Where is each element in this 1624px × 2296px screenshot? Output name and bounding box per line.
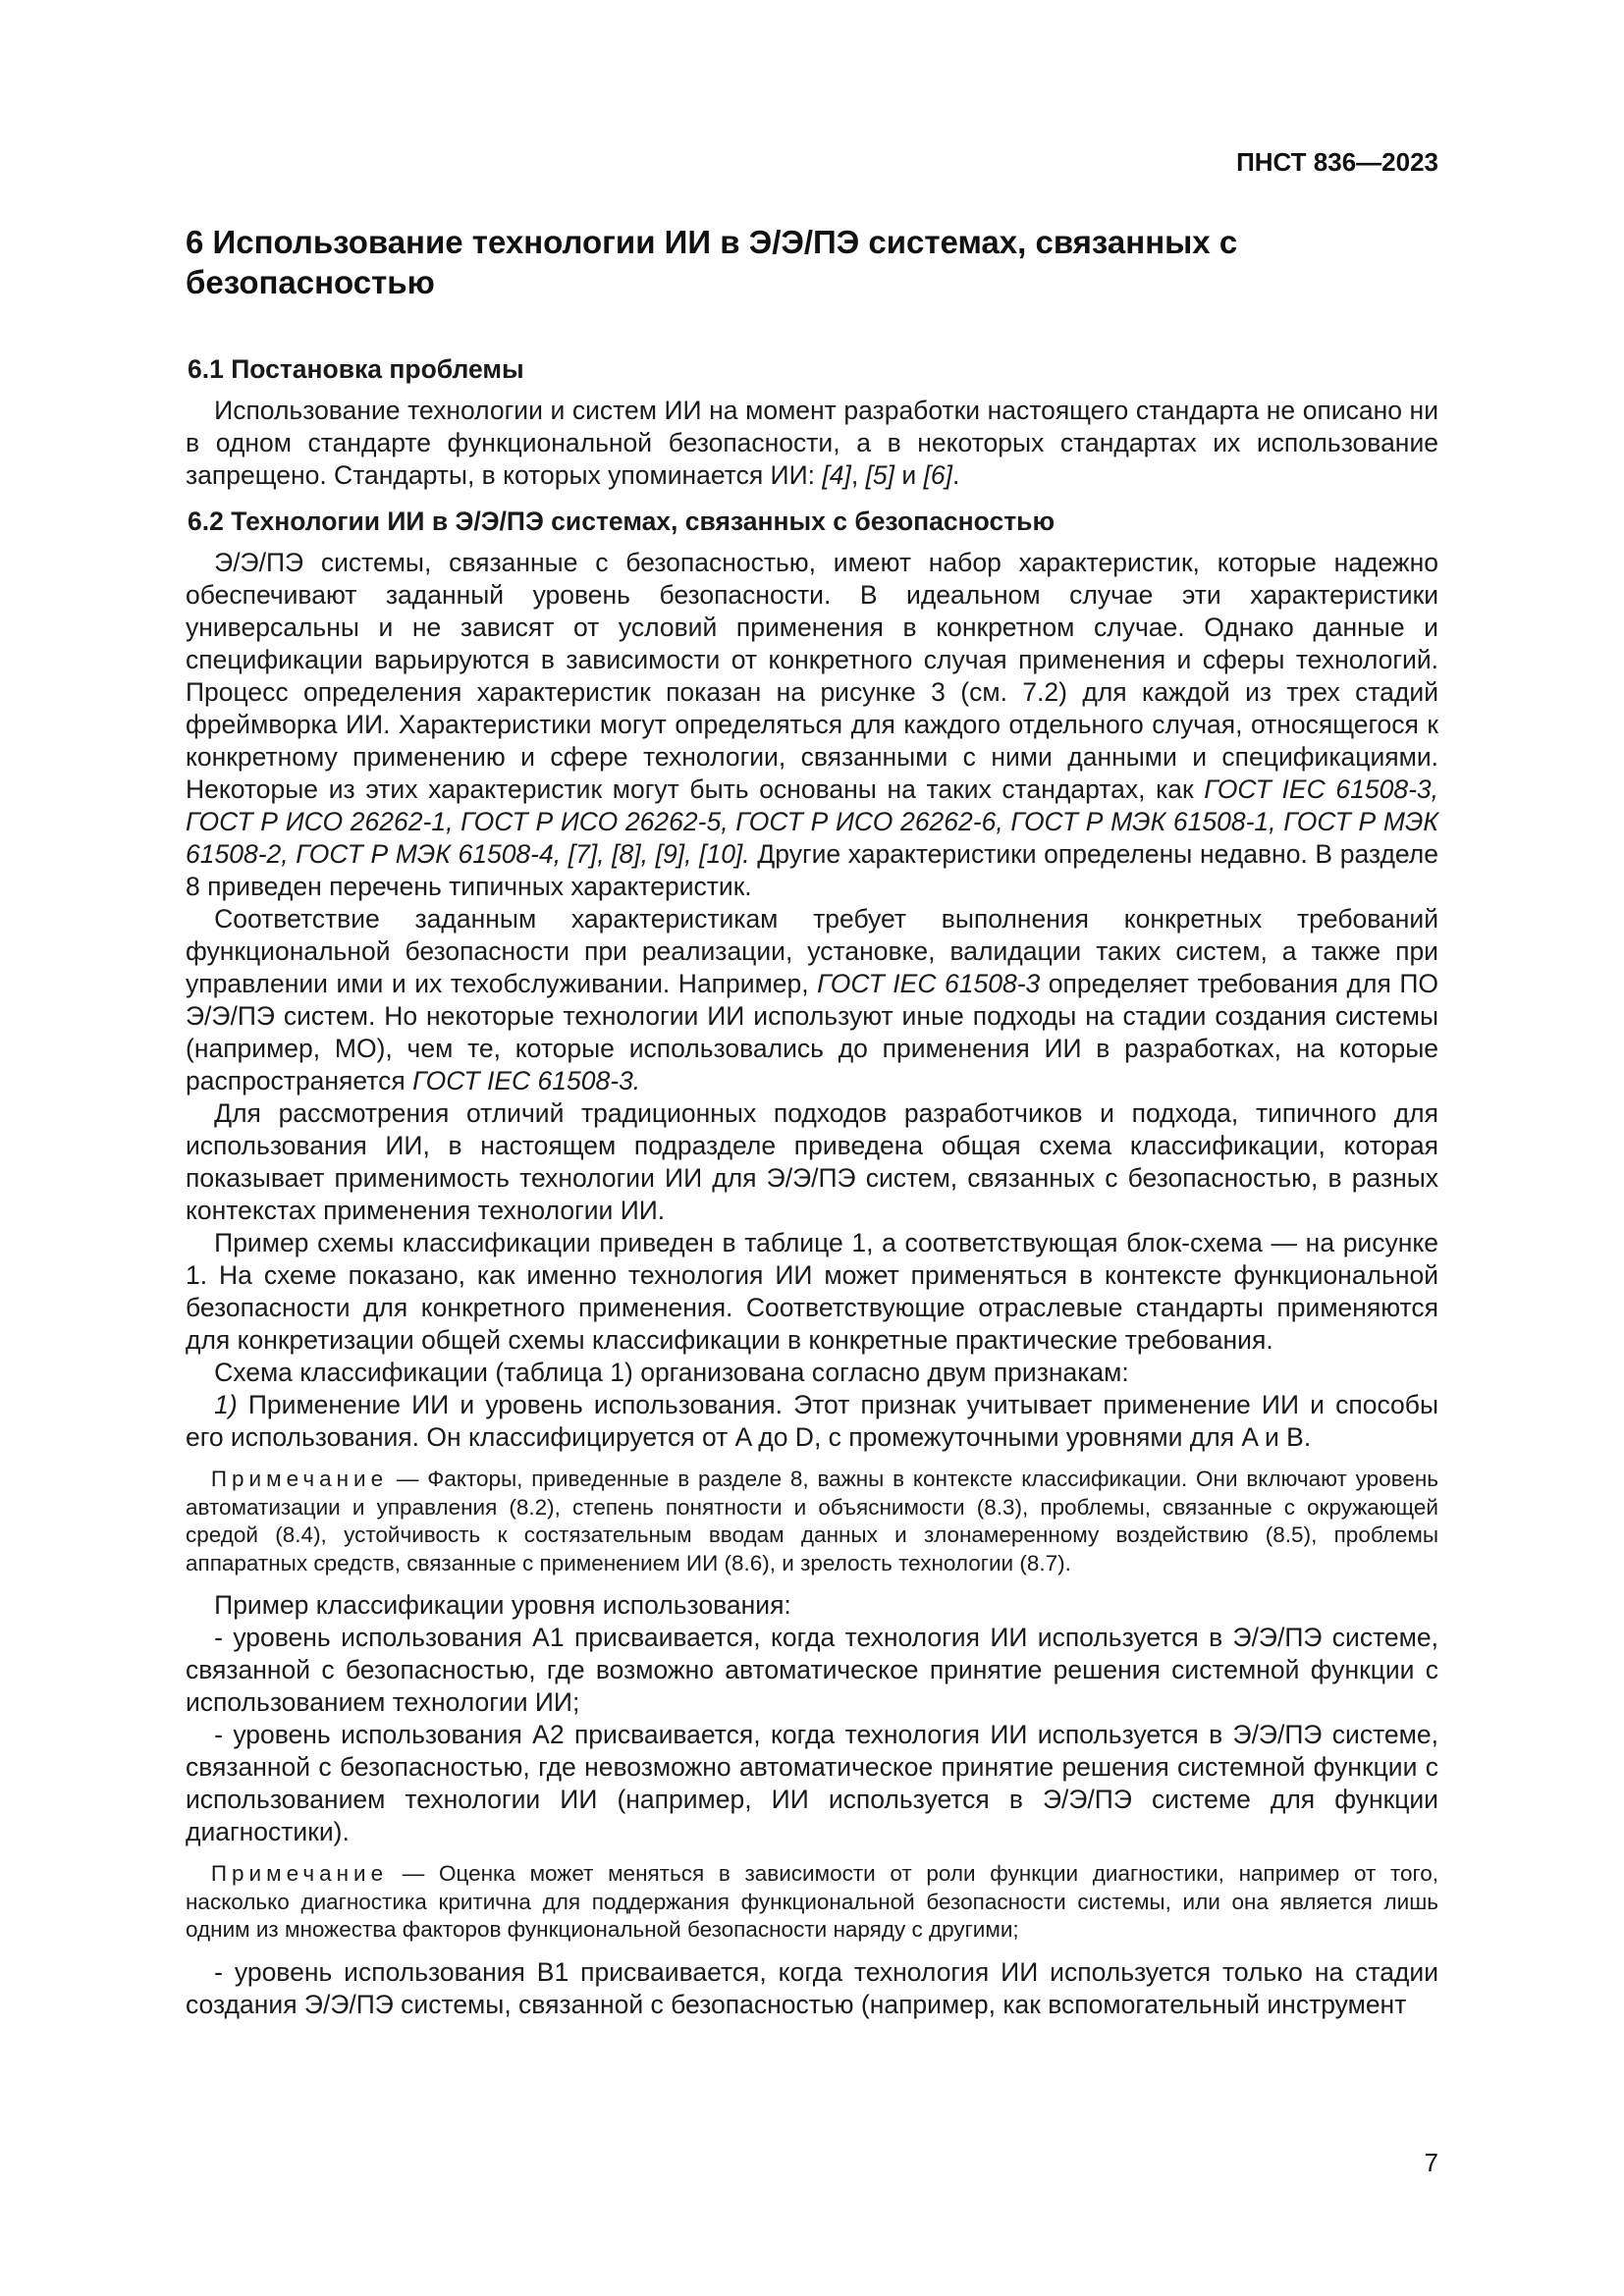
paragraph — [186, 547, 1438, 903]
standard-reference: ГОСТ IEC 61508-3 — [817, 969, 1041, 998]
reference-6: [6] — [923, 460, 953, 490]
paragraph-text: Другие характеристики определены недавно. В разделе 8 приведен перечень типичных характеристик. — [186, 839, 1438, 901]
note-text: Факторы, приведенные в разделе 8, важны в контексте классификации. Они включают уровень автоматизации и управления (8.2), степень понятности и объяснимости (8.3), проблемы, связанные с окружающей средой (8.4), устойчивость к состязательным вводам данных и злонамеренному воздействию (8.5), проблемы аппаратных средств, связанные с применением ИИ (8.6), и зрелость технологии (8.7). — [186, 1467, 1438, 1575]
document-body — [186, 353, 1438, 2021]
document-code: ПНСТ 836—2023 — [1236, 147, 1438, 177]
paragraph-text: Применение ИИ и уровень использования. Этот признак учитывает применение ИИ и способы его использования. Он классифицируется от A до D, с промежуточными уровнями для A и B. — [186, 1390, 1438, 1452]
paragraph-text: Использование технологии и систем ИИ на момент разработки настоящего стандарта не описано ни в одном стандарте функциональной безопасности, а в некоторых стандартах их использование запрещено. Стандарты, в которых упоминается ИИ: — [186, 396, 1438, 490]
note-text: Оценка может меняться в зависимости от роли функции диагностики, например от того, насколько диагностика критична для поддержания функциональной безопасности системы, или она является лишь одним из множества факторов функциональной безопасности наряду с другими; — [186, 1861, 1438, 1942]
paragraph: Пример схемы классификации приведен в таблице 1, а соответствующая блок-схема — на рисунке 1. На схеме показано, как именно технология ИИ может применяться в контексте функциональной безопасности для конкретного применения. Соответствующие отраслевые стандарты применяются для конкретизации общей схемы классификации в конкретные практические требования. — [186, 1228, 1438, 1355]
paragraph: Для рассмотрения отличий традиционных подходов разработчиков и подхода, типичного для использования ИИ, в настоящем подразделе приведена общая схема классификации, которая показывает применимость технологии ИИ для Э/Э/ПЭ систем, связанных с безопасностью, в разных контекстах применения технологии ИИ. — [186, 1098, 1438, 1225]
reference-5: [5] — [865, 460, 895, 490]
standard-reference: ГОСТ IEC 61508-3. — [412, 1066, 641, 1095]
paragraph — [186, 903, 1438, 1097]
reference-4: [4] — [822, 460, 851, 490]
subsection-title-6-1: 6.1 Постановка проблемы — [188, 354, 524, 384]
paragraph: Пример классификации уровня использования: — [214, 1590, 791, 1620]
paragraph — [186, 1389, 1438, 1454]
note — [186, 1860, 1438, 1945]
standards-list: ГОСТ IEC 61508-3, ГОСТ Р ИСО 26262-1, ГОСТ Р ИСО 26262-5, ГОСТ Р ИСО 26262-6, ГОСТ Р МЭК 61508-1, ГОСТ Р МЭК 61508-2, ГОСТ Р МЭК 61508-4, [7], [8], [9], [10]. — [186, 774, 1439, 869]
item-number: 1) — [214, 1390, 238, 1419]
period: . — [952, 460, 960, 490]
note-label: Примечание — [210, 1861, 389, 1886]
note — [186, 1466, 1438, 1577]
paragraph: Схема классификации (таблица 1) организована согласно двум признакам: — [214, 1358, 1129, 1387]
separator: , — [850, 460, 866, 490]
subsection-title-6-2: 6.2 Технологии ИИ в Э/Э/ПЭ системах, связанных с безопасностью — [188, 507, 1056, 536]
section-title: 6 Использование технологии ИИ в Э/Э/ПЭ системах, связанных с безопасностью — [186, 224, 1238, 300]
note-label: Примечание — [210, 1467, 389, 1491]
note-dash: — — [388, 1467, 428, 1491]
list-item: - уровень использования B1 присваивается, когда технология ИИ используется только на стадии создания Э/Э/ПЭ системы, связанной с безопасностью (например, как вспомогательный инструмент — [186, 1956, 1438, 2019]
note-dash: — — [388, 1861, 439, 1886]
paragraph-text: Э/Э/ПЭ системы, связанные с безопасностью, имеют набор характеристик, которые надежно обеспечивают заданный уровень безопасности. В идеальном случае эти характеристики универсальны и не зависят от условий применения в конкретном случае. Однако данные и спецификации варьируются в зависимости от конкретного случая применения и сферы технологий. Процесс определения характеристик показан на рисунке 3 (см. 7.2) для каждой из трех стадий фреймворка ИИ. Характеристики могут определяться для каждого отдельного случая, относящегося к конкретному применению и сфере технологии, связанными с ними данными и спецификациями. Некоторые из этих характеристик могут быть основаны на таких стандартах, как — [186, 548, 1438, 804]
separator: и — [894, 460, 924, 490]
paragraph — [186, 395, 1438, 492]
list-item: - уровень использования A1 присваивается, когда технология ИИ используется в Э/Э/ПЭ системе, связанной с безопасностью, где возможно автоматическое принятие решения системной функции с использованием технологии ИИ; — [186, 1623, 1438, 1717]
paragraph-text: Соответствие заданным характеристикам требует выполнения конкретных требований функциональной безопасности при реализации, установке, валидации таких систем, а также при управлении ими и их техобслуживании. Например, — [186, 904, 1438, 998]
paragraph-text: определяет требования для ПО Э/Э/ПЭ систем. Но некоторые технологии ИИ используют иные подходы на стадии создания системы (например, МО), чем те, которые использовались до применения ИИ в разработках, на которые распространяется — [186, 969, 1438, 1095]
list-item: - уровень использования A2 присваивается, когда технология ИИ используется в Э/Э/ПЭ системе, связанной с безопасностью, где невозможно автоматическое принятие решения системной функции с использованием технологии ИИ (например, ИИ используется в Э/Э/ПЭ системе для функции диагностики). — [186, 1720, 1438, 1846]
page-number: 7 — [1424, 2148, 1438, 2177]
